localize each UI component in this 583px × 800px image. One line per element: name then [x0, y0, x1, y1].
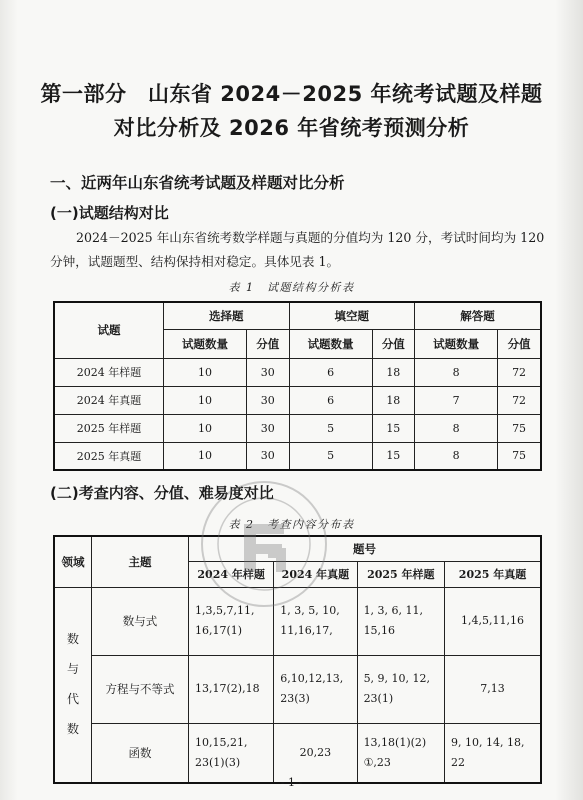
sub-header-count: 试题数量 — [289, 329, 372, 358]
sub-header-count: 试题数量 — [415, 329, 498, 358]
table-row — [54, 442, 541, 470]
cell: 8 — [415, 414, 498, 442]
cell: 75 — [498, 414, 541, 442]
table-row — [54, 723, 541, 783]
subsection-heading-structure: (一)试题结构对比 — [50, 204, 169, 222]
subsection-heading-content: (二)考查内容、分值、难易度对比 — [50, 484, 274, 502]
sub-header-score: 分值 — [372, 329, 414, 358]
cell: 30 — [247, 414, 289, 442]
qnum-cell: 13,18(1)(2) ①,23 — [357, 723, 444, 783]
col-header-domain: 领域 — [54, 536, 92, 587]
qnum-cell: 5, 9, 10, 12, 23(1) — [357, 655, 444, 723]
qnum-cell: 7,13 — [445, 655, 541, 723]
topic-cell: 数与式 — [92, 587, 189, 655]
topic-cell: 函数 — [92, 723, 189, 783]
page-title-line1: 第一部分 山东省 2024－2025 年统考试题及样题 — [40, 82, 543, 106]
sub-header-score: 分值 — [498, 329, 541, 358]
group-header-choice: 选择题 — [164, 302, 290, 329]
cell: 30 — [247, 386, 289, 414]
qnum-cell: 1,3,5,7,11, 16,17(1) — [189, 587, 274, 655]
table1-caption: 表 1 试题结构分析表 — [228, 281, 355, 294]
year-header: 2024 年样题 — [189, 561, 274, 587]
qnum-cell: 1,4,5,11,16 — [445, 587, 541, 655]
row-label: 2024 年真题 — [54, 386, 164, 414]
qnum-cell: 6,10,12,13, 23(3) — [274, 655, 357, 723]
cell: 6 — [289, 386, 372, 414]
structure-table — [53, 301, 542, 471]
row-label: 2025 年样题 — [54, 414, 164, 442]
cell: 10 — [164, 414, 247, 442]
col-header-topic: 主题 — [92, 536, 189, 587]
cell: 15 — [372, 442, 414, 470]
year-header: 2025 年样题 — [357, 561, 444, 587]
cell: 8 — [415, 442, 498, 470]
table2-caption: 表 2 考查内容分布表 — [228, 518, 355, 531]
watermark-stamp-icon — [198, 478, 330, 610]
topic-cell: 方程与不等式 — [92, 655, 189, 723]
cell: 7 — [415, 386, 498, 414]
cell: 18 — [372, 386, 414, 414]
sub-header-count: 试题数量 — [164, 329, 247, 358]
row-label: 2024 年样题 — [54, 358, 164, 386]
cell: 75 — [498, 442, 541, 470]
qnum-cell: 9, 10, 14, 18, 22 — [445, 723, 541, 783]
year-header: 2024 年真题 — [274, 561, 357, 587]
year-header: 2025 年真题 — [445, 561, 541, 587]
qnum-cell: 1, 3, 6, 11, 15,16 — [357, 587, 444, 655]
qnum-cell: 20,23 — [274, 723, 357, 783]
cell: 10 — [164, 358, 247, 386]
cell: 30 — [247, 442, 289, 470]
page-title-line2: 对比分析及 2026 年省统考预测分析 — [113, 116, 470, 140]
page-number: - 1 - — [280, 776, 303, 789]
row-label: 2025 年真题 — [54, 442, 164, 470]
col-header-test: 试题 — [54, 302, 164, 358]
table-row — [54, 655, 541, 723]
cell: 72 — [498, 386, 541, 414]
sub-header-score: 分值 — [247, 329, 289, 358]
cell: 5 — [289, 414, 372, 442]
qnum-cell: 10,15,21, 23(1)(3) — [189, 723, 274, 783]
cell: 6 — [289, 358, 372, 386]
table-row — [54, 386, 541, 414]
section-heading: 一、近两年山东省统考试题及样题对比分析 — [50, 174, 345, 192]
table-row — [54, 358, 541, 386]
col-header-question-number: 题号 — [189, 536, 542, 561]
group-header-fill: 填空题 — [289, 302, 415, 329]
domain-char: 与 — [66, 662, 79, 677]
cell: 8 — [415, 358, 498, 386]
cell: 30 — [247, 358, 289, 386]
table-row — [54, 414, 541, 442]
cell: 10 — [164, 442, 247, 470]
cell: 18 — [372, 358, 414, 386]
qnum-cell: 13,17(2),18 — [189, 655, 274, 723]
group-header-answer: 解答题 — [415, 302, 541, 329]
cell: 15 — [372, 414, 414, 442]
qnum-cell: 1, 3, 5, 10, 11,16,17, — [274, 587, 357, 655]
domain-cell — [54, 587, 92, 783]
cell: 72 — [498, 358, 541, 386]
domain-char: 数 — [66, 722, 79, 737]
domain-char: 数 — [66, 632, 79, 647]
cell: 5 — [289, 442, 372, 470]
intro-paragraph: 2024－2025 年山东省统考数学样题与真题的分值均为 120 分，考试时间均为 120 分钟，试题题型、结构保持相对稳定。具体见表 1。 — [50, 230, 545, 269]
domain-char: 代 — [66, 692, 79, 707]
cell: 10 — [164, 386, 247, 414]
